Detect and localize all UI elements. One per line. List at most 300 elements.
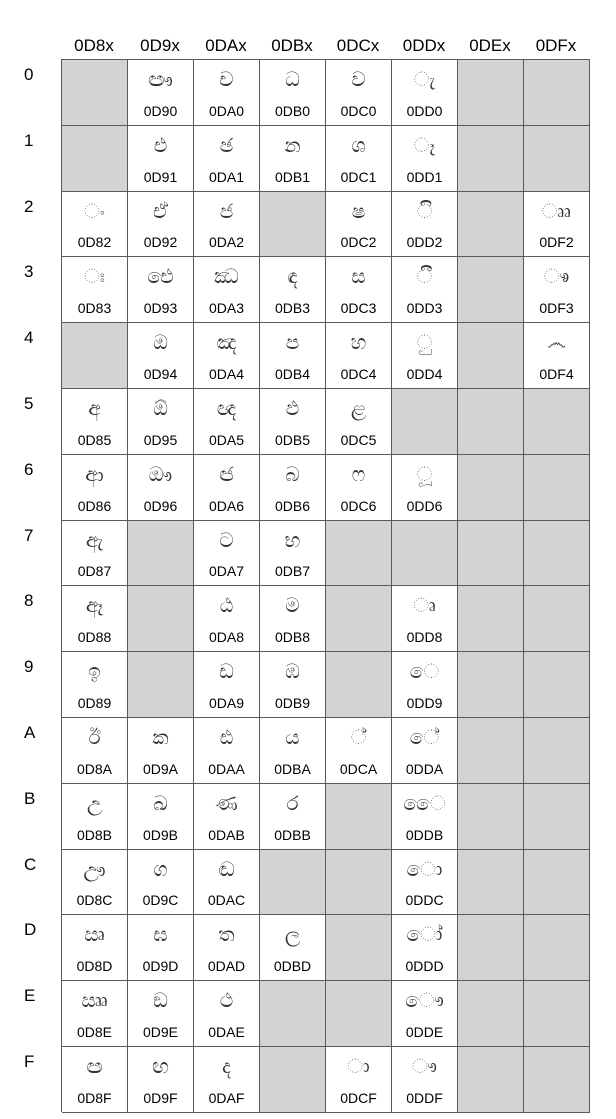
code-point-cell — [62, 652, 128, 718]
code-point-label: 0DB7 — [274, 563, 311, 579]
unassigned-cell — [458, 389, 524, 455]
code-point-label: 0DAF — [208, 1090, 245, 1106]
character-glyph: ප — [285, 330, 300, 354]
code-point-cell — [392, 192, 458, 257]
code-point-label: 0D8B — [76, 827, 113, 843]
character-glyph: ඪ — [219, 725, 234, 749]
character-glyph: ර — [286, 791, 299, 815]
character-glyph: ම — [285, 593, 300, 617]
unassigned-cell — [524, 850, 590, 915]
code-point-label: 0D86 — [77, 498, 112, 514]
character-glyph: ග — [153, 857, 168, 881]
code-point-label: 0DDD — [405, 958, 444, 974]
code-point-cell — [128, 718, 194, 784]
code-point-cell — [194, 850, 260, 915]
code-point-cell — [128, 323, 194, 389]
code-point-cell — [260, 784, 326, 850]
character-glyph: ත — [218, 922, 235, 946]
character-glyph: ◌ං — [84, 199, 105, 223]
code-point-label: 0DDE — [405, 1024, 444, 1040]
column-header: 0DFx — [535, 36, 577, 55]
row-header: 4 — [24, 328, 34, 348]
code-point-cell — [326, 192, 392, 257]
unassigned-cell — [458, 1047, 524, 1113]
code-point-label: 0DA3 — [208, 300, 245, 316]
unassigned-cell — [326, 850, 392, 915]
code-point-cell — [194, 1047, 260, 1113]
unassigned-cell — [524, 915, 590, 981]
code-point-label: 0DA1 — [208, 169, 245, 185]
code-point-cell — [194, 126, 260, 192]
row-header: 6 — [24, 459, 34, 479]
code-point-label: 0DC2 — [340, 234, 377, 250]
code-point-cell — [194, 915, 260, 981]
code-point-cell — [260, 257, 326, 323]
code-point-label: 0D90 — [143, 103, 178, 119]
row-header: C — [24, 854, 37, 874]
code-point-cell — [128, 60, 194, 126]
row-header: 2 — [24, 196, 34, 216]
code-point-label: 0D92 — [143, 234, 178, 250]
code-point-label: 0D96 — [143, 498, 178, 514]
code-point-label: 0DF3 — [539, 300, 574, 316]
unassigned-cell — [260, 1047, 326, 1113]
code-point-cell — [260, 718, 326, 784]
code-point-label: 0DA4 — [208, 366, 245, 382]
character-glyph: ඣ — [214, 264, 239, 288]
character-glyph: ◌ි — [416, 199, 433, 223]
code-point-label: 0DC3 — [340, 300, 377, 316]
code-point-label: 0D89 — [77, 695, 112, 711]
code-point-label: 0DDB — [405, 827, 444, 843]
code-point-label: 0DD6 — [406, 498, 443, 514]
code-point-label: 0DB1 — [274, 169, 311, 185]
row-header: B — [24, 788, 36, 808]
code-point-cell — [260, 389, 326, 455]
unassigned-cell — [458, 60, 524, 126]
character-glyph: ඉ — [88, 659, 101, 683]
character-glyph: ණ — [215, 791, 238, 815]
unassigned-cell — [260, 850, 326, 915]
code-point-cell — [392, 652, 458, 718]
character-glyph: ල — [284, 922, 301, 946]
row-header: 5 — [24, 394, 34, 413]
code-point-cell — [128, 455, 194, 521]
unassigned-cell — [458, 850, 524, 915]
code-point-cell — [260, 323, 326, 389]
code-point-label: 0DA5 — [208, 432, 245, 448]
code-point-cell — [326, 1047, 392, 1113]
code-point-label: 0D9F — [143, 1090, 178, 1106]
code-point-label: 0D95 — [143, 432, 178, 448]
code-point-label: 0DB9 — [274, 695, 311, 711]
character-glyph: ◌ෟ — [411, 1054, 438, 1078]
code-point-label: 0D8E — [76, 1024, 113, 1040]
column-header: 0D9x — [140, 36, 180, 55]
unassigned-cell — [458, 981, 524, 1047]
unassigned-cell — [326, 915, 392, 981]
code-point-cell — [392, 850, 458, 915]
code-point-cell — [194, 192, 260, 257]
code-point-cell — [260, 586, 326, 652]
code-point-label: 0DC0 — [340, 103, 377, 119]
character-glyph: ඇ — [85, 528, 104, 552]
code-point-cell — [128, 389, 194, 455]
character-glyph: ඝ — [153, 922, 168, 946]
code-point-label: 0DC5 — [340, 432, 377, 448]
code-point-label: 0DF2 — [539, 234, 574, 250]
column-header: 0DDx — [402, 36, 446, 55]
code-point-cell — [62, 718, 128, 784]
code-point-cell — [194, 981, 260, 1047]
code-point-label: 0DC6 — [340, 498, 377, 514]
code-point-label: 0D8A — [76, 761, 113, 777]
code-point-label: 0DA6 — [208, 498, 245, 514]
character-glyph: ඓ — [147, 264, 174, 288]
code-point-cell — [128, 981, 194, 1047]
code-point-cell — [128, 126, 194, 192]
code-point-cell — [260, 126, 326, 192]
character-glyph: ඨ — [219, 593, 234, 617]
unassigned-cell — [524, 652, 590, 718]
character-glyph: ඖ — [148, 462, 173, 486]
character-glyph: ඟ — [152, 1054, 169, 1078]
character-glyph: ෆ — [351, 462, 366, 486]
unassigned-cell — [260, 192, 326, 257]
character-glyph: ජ — [219, 199, 234, 223]
code-point-label: 0DB0 — [274, 103, 311, 119]
unassigned-cell — [524, 784, 590, 850]
code-point-label: 0D88 — [77, 629, 112, 645]
row-header: A — [24, 723, 36, 742]
code-point-label: 0D83 — [77, 300, 112, 316]
character-glyph: ධ — [285, 67, 300, 91]
unassigned-cell — [458, 126, 524, 192]
code-point-cell — [524, 192, 590, 257]
column-header: 0D8x — [74, 36, 114, 55]
code-point-cell — [62, 1047, 128, 1113]
character-glyph: ◌ැ — [413, 67, 436, 91]
character-glyph: න — [284, 133, 301, 157]
character-glyph: ඛ — [153, 791, 168, 815]
code-point-cell — [524, 257, 590, 323]
code-grid — [61, 59, 590, 1112]
code-point-cell — [326, 455, 392, 521]
code-point-cell — [194, 521, 260, 586]
code-point-label: 0DD1 — [406, 169, 443, 185]
code-point-cell — [260, 915, 326, 981]
character-glyph: ඹ — [285, 659, 300, 683]
code-point-label: 0DCA — [339, 761, 378, 777]
character-glyph: ◌ෲ — [541, 199, 572, 223]
column-header: 0DEx — [469, 36, 511, 55]
code-point-cell — [392, 1047, 458, 1113]
row-header: 0 — [24, 65, 34, 84]
code-point-cell — [326, 257, 392, 323]
unassigned-cell — [326, 784, 392, 850]
code-point-label: 0DA2 — [208, 234, 245, 250]
unassigned-cell — [62, 60, 128, 126]
code-point-cell — [326, 126, 392, 192]
code-point-label: 0D85 — [77, 432, 112, 448]
unassigned-cell — [458, 652, 524, 718]
code-point-label: 0DD4 — [406, 366, 443, 382]
code-point-cell — [392, 126, 458, 192]
unassigned-cell — [458, 718, 524, 784]
character-glyph: ◌ී — [416, 264, 433, 288]
character-glyph: ◌ෝ — [406, 922, 443, 946]
row-header: F — [24, 1052, 35, 1071]
code-point-label: 0DB4 — [274, 366, 311, 382]
code-point-cell — [62, 981, 128, 1047]
character-glyph: ඔ — [153, 330, 168, 354]
character-glyph: ථ — [219, 988, 234, 1012]
code-point-label: 0DA0 — [208, 103, 245, 119]
code-point-cell — [194, 586, 260, 652]
code-point-cell — [392, 586, 458, 652]
character-glyph: ශ — [351, 133, 366, 157]
character-glyph: ඈ — [85, 593, 104, 617]
character-glyph: ෂ — [351, 199, 366, 223]
unassigned-cell — [62, 126, 128, 192]
character-glyph: ◌ො — [406, 857, 443, 881]
character-glyph: ◌ේ — [409, 725, 440, 749]
unassigned-cell — [524, 718, 590, 784]
code-point-label: 0DD8 — [406, 629, 443, 645]
code-point-cell — [326, 718, 392, 784]
unassigned-cell — [458, 586, 524, 652]
character-glyph: ◌ෳ — [543, 264, 570, 288]
code-point-cell — [326, 389, 392, 455]
code-point-label: 0DD0 — [406, 103, 443, 119]
unassigned-cell — [458, 915, 524, 981]
code-point-cell — [392, 60, 458, 126]
code-point-label: 0DAD — [207, 958, 246, 974]
row-header: 1 — [24, 130, 34, 150]
code-point-cell — [392, 455, 458, 521]
character-glyph: හ — [350, 330, 367, 354]
character-glyph: ෴ — [547, 330, 566, 354]
code-point-label: 0DDA — [405, 761, 444, 777]
character-glyph: ◌ෑ — [413, 133, 436, 157]
code-point-label: 0D8D — [76, 958, 113, 974]
code-point-label: 0DD2 — [406, 234, 443, 250]
code-point-cell — [194, 389, 260, 455]
code-point-label: 0DBD — [273, 958, 312, 974]
character-glyph: ස — [351, 264, 366, 288]
character-glyph: ඕ — [153, 396, 168, 420]
code-point-cell — [62, 192, 128, 257]
code-point-label: 0D82 — [77, 234, 112, 250]
code-point-cell — [128, 784, 194, 850]
unassigned-cell — [128, 586, 194, 652]
code-point-cell — [62, 389, 128, 455]
code-point-label: 0DCF — [340, 1090, 377, 1106]
unassigned-cell — [524, 389, 590, 455]
character-glyph: ඎ — [81, 988, 108, 1012]
code-point-label: 0D93 — [143, 300, 178, 316]
character-glyph: ඊ — [88, 725, 101, 749]
code-point-cell — [128, 1047, 194, 1113]
unassigned-cell — [326, 652, 392, 718]
unassigned-cell — [524, 60, 590, 126]
code-point-cell — [128, 915, 194, 981]
code-point-cell — [62, 586, 128, 652]
code-point-cell — [62, 455, 128, 521]
code-point-cell — [194, 784, 260, 850]
character-glyph: ළ — [350, 396, 367, 420]
unassigned-cell — [524, 981, 590, 1047]
unassigned-cell — [128, 521, 194, 586]
code-point-label: 0DAC — [207, 892, 246, 908]
code-point-label: 0D9E — [142, 1024, 179, 1040]
character-glyph: බ — [285, 462, 300, 486]
code-point-cell — [392, 784, 458, 850]
character-glyph: ◌ා — [347, 1054, 370, 1078]
column-header: 0DAx — [205, 36, 247, 55]
unassigned-cell — [326, 586, 392, 652]
code-point-cell — [260, 60, 326, 126]
code-point-label: 0D9D — [142, 958, 179, 974]
code-point-label: 0DB5 — [274, 432, 311, 448]
code-point-label: 0D8F — [77, 1090, 112, 1106]
character-glyph: ◌ෛ — [403, 791, 446, 815]
character-glyph: ඞ — [153, 988, 168, 1012]
code-point-cell — [524, 323, 590, 389]
character-glyph: ඤ — [216, 330, 237, 354]
code-point-cell — [62, 257, 128, 323]
row-header: 7 — [24, 525, 34, 545]
code-point-label: 0DD3 — [406, 300, 443, 316]
unassigned-cell — [458, 455, 524, 521]
character-glyph: ◌් — [350, 725, 367, 749]
character-glyph: ද — [222, 1054, 231, 1078]
character-glyph: ◌ෞ — [405, 988, 444, 1012]
unassigned-cell — [128, 652, 194, 718]
character-glyph: ක — [152, 725, 169, 749]
code-point-cell — [260, 455, 326, 521]
unassigned-cell — [458, 323, 524, 389]
code-point-cell — [194, 257, 260, 323]
row-header: 9 — [24, 657, 34, 677]
code-point-label: 0D9A — [142, 761, 179, 777]
code-point-cell — [392, 323, 458, 389]
code-point-label: 0DBB — [274, 827, 311, 843]
code-point-label: 0D8C — [76, 892, 113, 908]
code-point-label: 0DAE — [208, 1024, 245, 1040]
code-point-cell — [194, 455, 260, 521]
code-point-label: 0DDF — [406, 1090, 443, 1106]
row-header: E — [24, 986, 36, 1006]
code-point-label: 0DB8 — [274, 629, 311, 645]
code-point-cell — [128, 850, 194, 915]
character-glyph: ට — [219, 528, 234, 552]
code-point-cell — [62, 915, 128, 981]
unassigned-cell — [62, 323, 128, 389]
unassigned-cell — [458, 257, 524, 323]
code-point-label: 0DAB — [208, 827, 245, 843]
character-glyph: ◌ඃ — [84, 264, 105, 288]
code-point-label: 0DAA — [208, 761, 245, 777]
column-header: 0DBx — [271, 36, 313, 55]
code-point-label: 0D9C — [142, 892, 179, 908]
unassigned-cell — [524, 586, 590, 652]
character-glyph: ය — [285, 725, 300, 749]
code-point-cell — [326, 60, 392, 126]
character-glyph: ඳ — [287, 264, 298, 288]
character-glyph: ආ — [85, 462, 104, 486]
code-point-label: 0D9B — [142, 827, 179, 843]
unassigned-cell — [326, 521, 392, 586]
character-glyph: භ — [284, 528, 301, 552]
character-glyph: ◌ු — [416, 330, 433, 354]
code-point-cell — [392, 257, 458, 323]
character-glyph: ◌ෙ — [409, 659, 440, 683]
code-point-cell — [62, 521, 128, 586]
unassigned-cell — [458, 784, 524, 850]
code-point-cell — [128, 257, 194, 323]
code-point-label: 0D87 — [77, 563, 112, 579]
character-glyph: ව — [351, 67, 366, 91]
code-point-cell — [62, 784, 128, 850]
character-glyph: ඏ — [86, 1054, 103, 1078]
code-point-label: 0DB6 — [274, 498, 311, 514]
unassigned-cell — [524, 455, 590, 521]
row-header: D — [24, 920, 37, 940]
character-glyph: ඦ — [219, 462, 234, 486]
column-header: 0DCx — [336, 36, 380, 55]
code-point-label: 0DDC — [405, 892, 444, 908]
unassigned-cell — [458, 521, 524, 586]
character-glyph: ඥ — [216, 396, 237, 420]
code-point-label: 0DD9 — [406, 695, 443, 711]
character-glyph: ◌ෘ — [413, 593, 436, 617]
code-point-cell — [260, 521, 326, 586]
code-point-cell — [392, 718, 458, 784]
unassigned-cell — [458, 192, 524, 257]
unassigned-cell — [392, 389, 458, 455]
unassigned-cell — [260, 981, 326, 1047]
code-point-label: 0DA9 — [208, 695, 245, 711]
character-glyph: ඌ — [83, 857, 106, 881]
code-point-label: 0D94 — [143, 366, 178, 382]
code-point-cell — [326, 323, 392, 389]
code-point-label: 0DA8 — [208, 629, 245, 645]
code-point-label: 0DB3 — [274, 300, 311, 316]
character-glyph: ඒ — [153, 199, 168, 223]
character-glyph: අ — [88, 396, 101, 420]
unassigned-cell — [524, 521, 590, 586]
code-point-label: 0DA7 — [208, 563, 245, 579]
code-point-label: 0DC1 — [340, 169, 377, 185]
code-point-cell — [392, 915, 458, 981]
code-point-label: 0DBA — [274, 761, 311, 777]
character-glyph: උ — [86, 791, 103, 815]
character-glyph: ඐ — [148, 67, 173, 91]
code-point-cell — [194, 60, 260, 126]
character-glyph: ච — [219, 67, 234, 91]
character-glyph: ඩ — [219, 659, 234, 683]
unassigned-cell — [524, 126, 590, 192]
character-glyph: ඍ — [84, 922, 105, 946]
code-point-label: 0D91 — [143, 169, 178, 185]
code-point-label: 0DF4 — [539, 366, 574, 382]
character-glyph: එ — [153, 133, 168, 157]
code-point-cell — [260, 652, 326, 718]
code-point-cell — [62, 850, 128, 915]
unassigned-cell — [392, 521, 458, 586]
code-point-label: 0DC4 — [340, 366, 377, 382]
